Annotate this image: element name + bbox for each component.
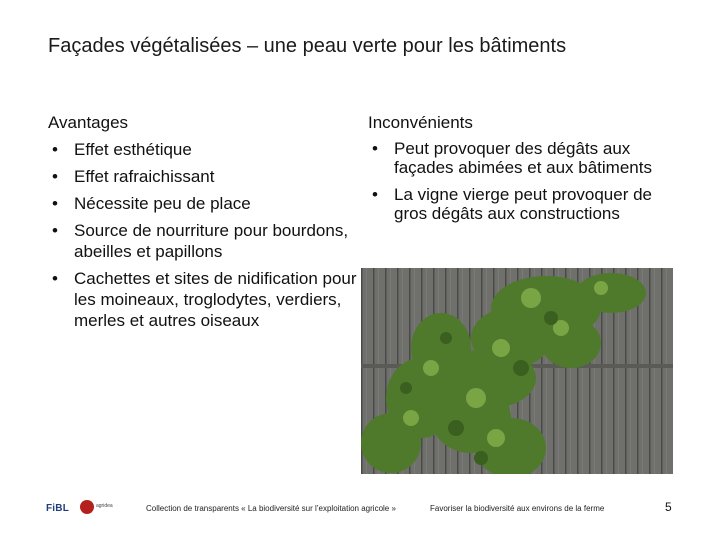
list-item bbox=[48, 166, 358, 187]
partner-logo-icon bbox=[80, 500, 94, 514]
bullet-icon: • bbox=[52, 194, 58, 213]
bullet-icon: • bbox=[52, 221, 58, 240]
ivy-wall-illustration bbox=[361, 268, 673, 474]
page-number: 5 bbox=[665, 500, 672, 514]
disadvantages-list bbox=[368, 139, 688, 223]
partner-logo-text: agridea bbox=[96, 503, 113, 509]
disadvantage-text: La vigne vierge peut provoquer de gros dégâts aux constructions bbox=[394, 185, 653, 223]
advantage-text: Source de nourriture pour bourdons, abeilles et papillons bbox=[74, 221, 349, 261]
fibl-logo: FiBL bbox=[46, 503, 70, 514]
slide-title: Façades végétalisées – une peau verte pour les bâtiments bbox=[48, 35, 567, 57]
bullet-icon: • bbox=[372, 139, 378, 158]
bullet-icon: • bbox=[372, 185, 378, 204]
disadvantages-column bbox=[368, 112, 688, 231]
advantage-text: Effet rafraichissant bbox=[74, 167, 215, 186]
list-item bbox=[48, 193, 358, 214]
bullet-icon: • bbox=[52, 269, 58, 288]
advantages-heading: Avantages bbox=[48, 113, 129, 132]
list-item bbox=[48, 139, 358, 160]
disadvantage-text: Peut provoquer des dégâts aux façades abimées et aux bâtiments bbox=[394, 139, 652, 177]
advantage-text: Nécessite peu de place bbox=[74, 194, 251, 213]
bullet-icon: • bbox=[52, 140, 58, 159]
advantages-column bbox=[48, 112, 358, 337]
advantage-text: Effet esthétique bbox=[74, 140, 192, 159]
partner-logo bbox=[80, 500, 124, 516]
list-item bbox=[48, 268, 358, 331]
bullet-icon: • bbox=[52, 167, 58, 186]
list-item bbox=[368, 185, 688, 223]
footer-subtitle: Favoriser la biodiversité aux environs de la ferme bbox=[430, 504, 605, 513]
list-item bbox=[48, 220, 358, 262]
list-item bbox=[368, 139, 688, 177]
ivy-wall-photo bbox=[361, 268, 673, 474]
advantage-text: Cachettes et sites de nidification pour les moineaux, troglodytes, verdiers, merles et autres oiseaux bbox=[74, 269, 357, 330]
footer-collection: Collection de transparents « La biodiversité sur l’exploitation agricole » bbox=[146, 504, 396, 513]
advantages-list bbox=[48, 139, 358, 331]
disadvantages-heading: Inconvénients bbox=[368, 113, 473, 132]
